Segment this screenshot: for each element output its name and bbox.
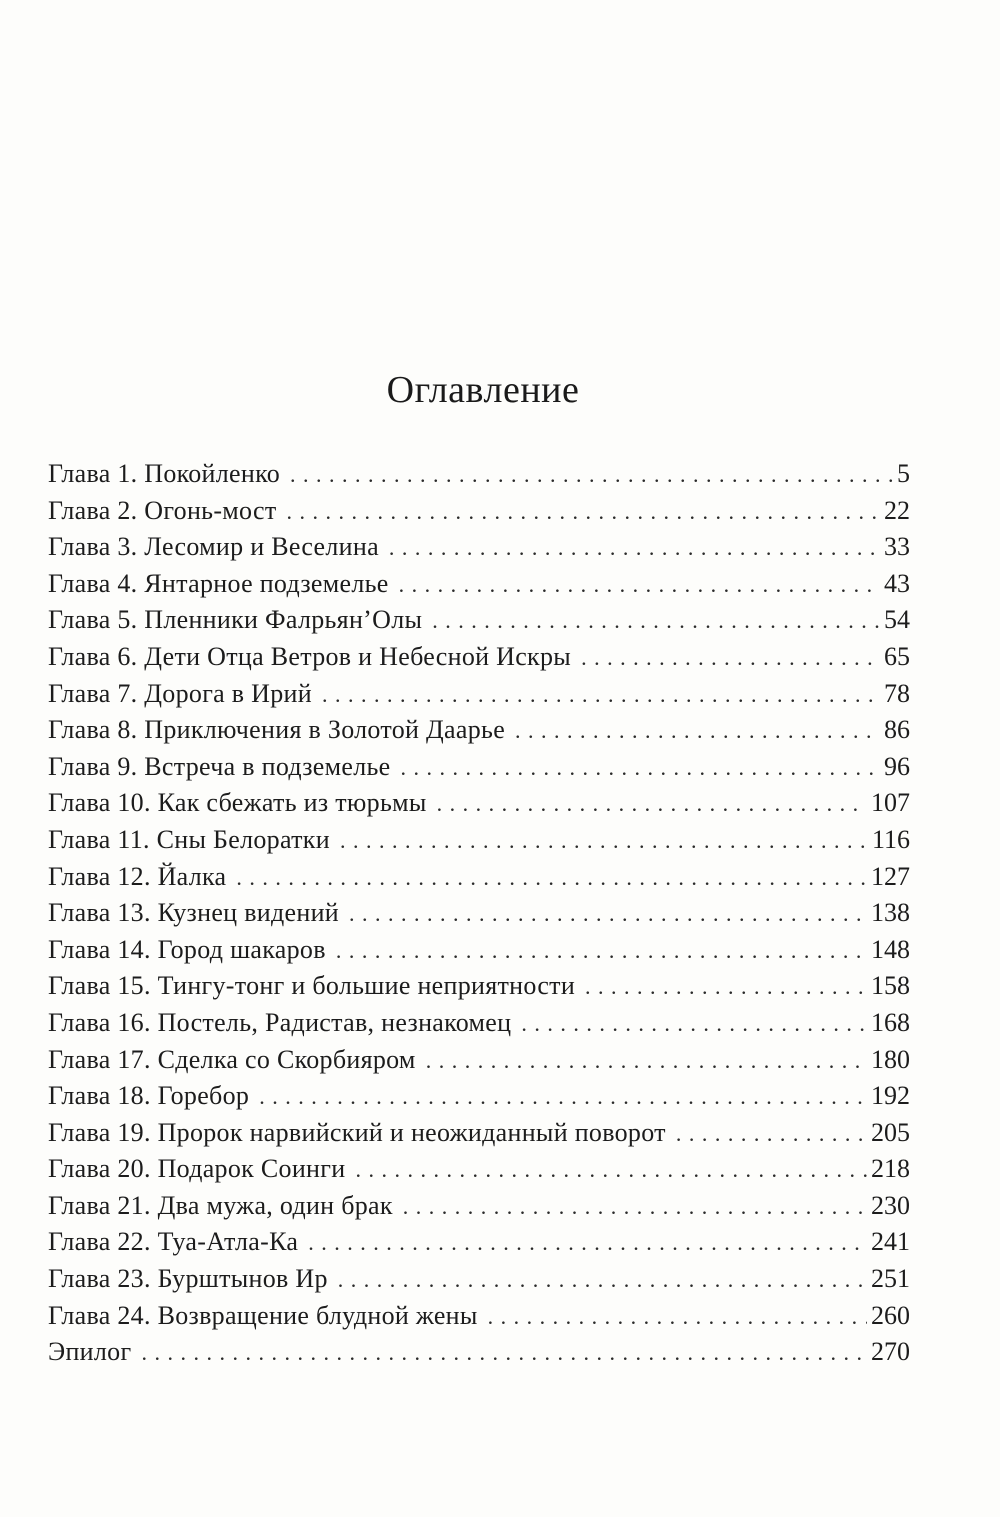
toc-entry-page: 192 <box>871 1081 910 1111</box>
toc-entry-page: 205 <box>871 1117 910 1147</box>
toc-entry-page: 78 <box>884 678 910 708</box>
toc-entry-page: 54 <box>884 605 910 635</box>
toc-entry-title: Глава 1. Покойленко <box>48 459 281 488</box>
toc-leader-dots <box>581 640 880 676</box>
toc-entry <box>48 822 910 859</box>
toc-entry-page: 33 <box>884 532 910 562</box>
toc-entry-title: Глава 15. Тингу-тонг и большие неприятности <box>48 971 576 1001</box>
toc-entry-page: 96 <box>884 751 910 781</box>
toc-entry-page: 107 <box>871 788 910 818</box>
toc-entry-title: Глава 13. Кузнец видений <box>48 898 339 928</box>
toc-entry-page: 5 <box>897 459 910 488</box>
toc-leader-dots <box>338 1262 867 1298</box>
toc-entry <box>48 1188 910 1225</box>
toc-entry-title: Эпилог <box>48 1337 132 1367</box>
toc-entry <box>48 749 910 786</box>
toc-entry <box>48 493 910 530</box>
toc-leader-dots <box>515 713 880 749</box>
toc-entry-title: Глава 2. Огонь-мост <box>48 495 277 525</box>
toc-entry-page: 241 <box>871 1227 910 1257</box>
toc-entry <box>48 1078 910 1115</box>
toc-entry-page: 158 <box>871 971 910 1001</box>
toc-entry <box>48 785 910 822</box>
toc-entry <box>48 859 910 896</box>
toc-entry-title: Глава 6. Дети Отца Ветров и Небесной Искры <box>48 641 572 671</box>
toc-entry-page: 43 <box>884 568 910 598</box>
toc-leader-dots <box>336 933 867 969</box>
toc-entry-title: Глава 18. Горебор <box>48 1081 250 1111</box>
toc-entry <box>48 1224 910 1261</box>
toc-leader-dots <box>403 1189 867 1225</box>
toc-entry <box>48 968 910 1005</box>
toc-leader-dots <box>259 1079 867 1115</box>
toc-entry-page: 65 <box>884 641 910 671</box>
toc-entry-title: Глава 5. Пленники Фалрьян’Олы <box>48 605 423 635</box>
toc-leader-dots <box>236 860 867 896</box>
toc-entry-title: Глава 3. Лесомир и Веселина <box>48 532 379 562</box>
toc-leader-dots <box>355 1152 867 1188</box>
toc-entry-title: Глава 11. Сны Белоратки <box>48 824 330 854</box>
toc-leader-dots <box>401 750 881 786</box>
toc-entry-title: Глава 7. Дорога в Ирий <box>48 678 312 708</box>
toc-leader-dots <box>676 1116 867 1152</box>
toc-leader-dots <box>141 1335 867 1371</box>
toc-leader-dots <box>389 530 880 566</box>
toc-entry-title: Глава 21. Два мужа, один брак <box>48 1190 393 1220</box>
toc-entry <box>48 932 910 969</box>
toc-entry-page: 168 <box>871 1007 910 1037</box>
toc-leader-dots <box>488 1299 867 1335</box>
toc-entry-page: 138 <box>871 898 910 928</box>
toc-entry-title: Глава 9. Встреча в подземелье <box>48 751 391 781</box>
toc-entry <box>48 639 910 676</box>
toc-leader-dots <box>322 677 880 713</box>
toc-entry-title: Глава 17. Сделка со Скорбияром <box>48 1044 416 1074</box>
toc-entry-title: Глава 10. Как сбежать из тюрьмы <box>48 788 427 818</box>
toc-entry-page: 218 <box>871 1154 910 1184</box>
toc-entry-page: 86 <box>884 715 910 745</box>
toc-leader-dots <box>432 603 880 639</box>
toc-entry <box>48 1151 910 1188</box>
toc-leader-dots <box>340 823 868 859</box>
toc-entry-title: Глава 20. Подарок Соинги <box>48 1154 346 1184</box>
toc-entry-title: Глава 16. Постель, Радистав, незнакомец <box>48 1007 512 1037</box>
toc-leader-dots <box>399 567 880 603</box>
toc-entry <box>48 676 910 713</box>
toc-entry-page: 127 <box>871 861 910 891</box>
toc-entry-title: Глава 22. Туа-Атла-Ка <box>48 1227 299 1257</box>
toc-entry <box>48 456 910 493</box>
toc-leader-dots <box>585 969 867 1005</box>
toc-entry-page: 230 <box>871 1190 910 1220</box>
toc-leader-dots <box>287 494 881 530</box>
toc-leader-dots <box>521 1006 867 1042</box>
toc-leader-dots <box>437 786 867 822</box>
toc-entry-page: 180 <box>871 1044 910 1074</box>
toc-title: Оглавление <box>386 369 580 411</box>
toc-entry <box>48 1261 910 1298</box>
toc-entry-page: 22 <box>884 495 910 525</box>
toc-entry-title: Глава 4. Янтарное подземелье <box>48 568 389 598</box>
toc-leader-dots <box>349 896 867 932</box>
toc-entry-page: 270 <box>871 1337 910 1367</box>
toc-entry <box>48 1298 910 1335</box>
toc-entry-title: Глава 12. Йалка <box>48 861 227 891</box>
toc-entry-title: Глава 24. Возвращение блудной жены <box>48 1300 478 1330</box>
toc-entry-title: Глава 8. Приключения в Золотой Даарье <box>48 715 506 745</box>
toc-entry-epilogue <box>48 1334 910 1371</box>
toc-leader-dots <box>290 457 893 493</box>
toc-entry <box>48 712 910 749</box>
toc-entry <box>48 1005 910 1042</box>
toc-entry-page: 260 <box>871 1300 910 1330</box>
toc-entry <box>48 1042 910 1079</box>
toc-entry-title: Глава 23. Бурштынов Ир <box>48 1264 328 1294</box>
toc-entry <box>48 895 910 932</box>
toc-entry <box>48 602 910 639</box>
toc-leader-dots <box>308 1225 867 1261</box>
toc-entry-title: Глава 14. Город шакаров <box>48 934 326 964</box>
toc-entry <box>48 566 910 603</box>
toc-entry-title: Глава 19. Пророк нарвийский и неожиданный поворот <box>48 1117 666 1147</box>
table-of-contents <box>48 456 910 1371</box>
toc-leader-dots <box>426 1043 867 1079</box>
toc-entry-page: 251 <box>871 1264 910 1294</box>
toc-entry <box>48 529 910 566</box>
toc-entry-page: 116 <box>871 824 910 854</box>
toc-entry <box>48 1115 910 1152</box>
toc-entry-page: 148 <box>871 934 910 964</box>
